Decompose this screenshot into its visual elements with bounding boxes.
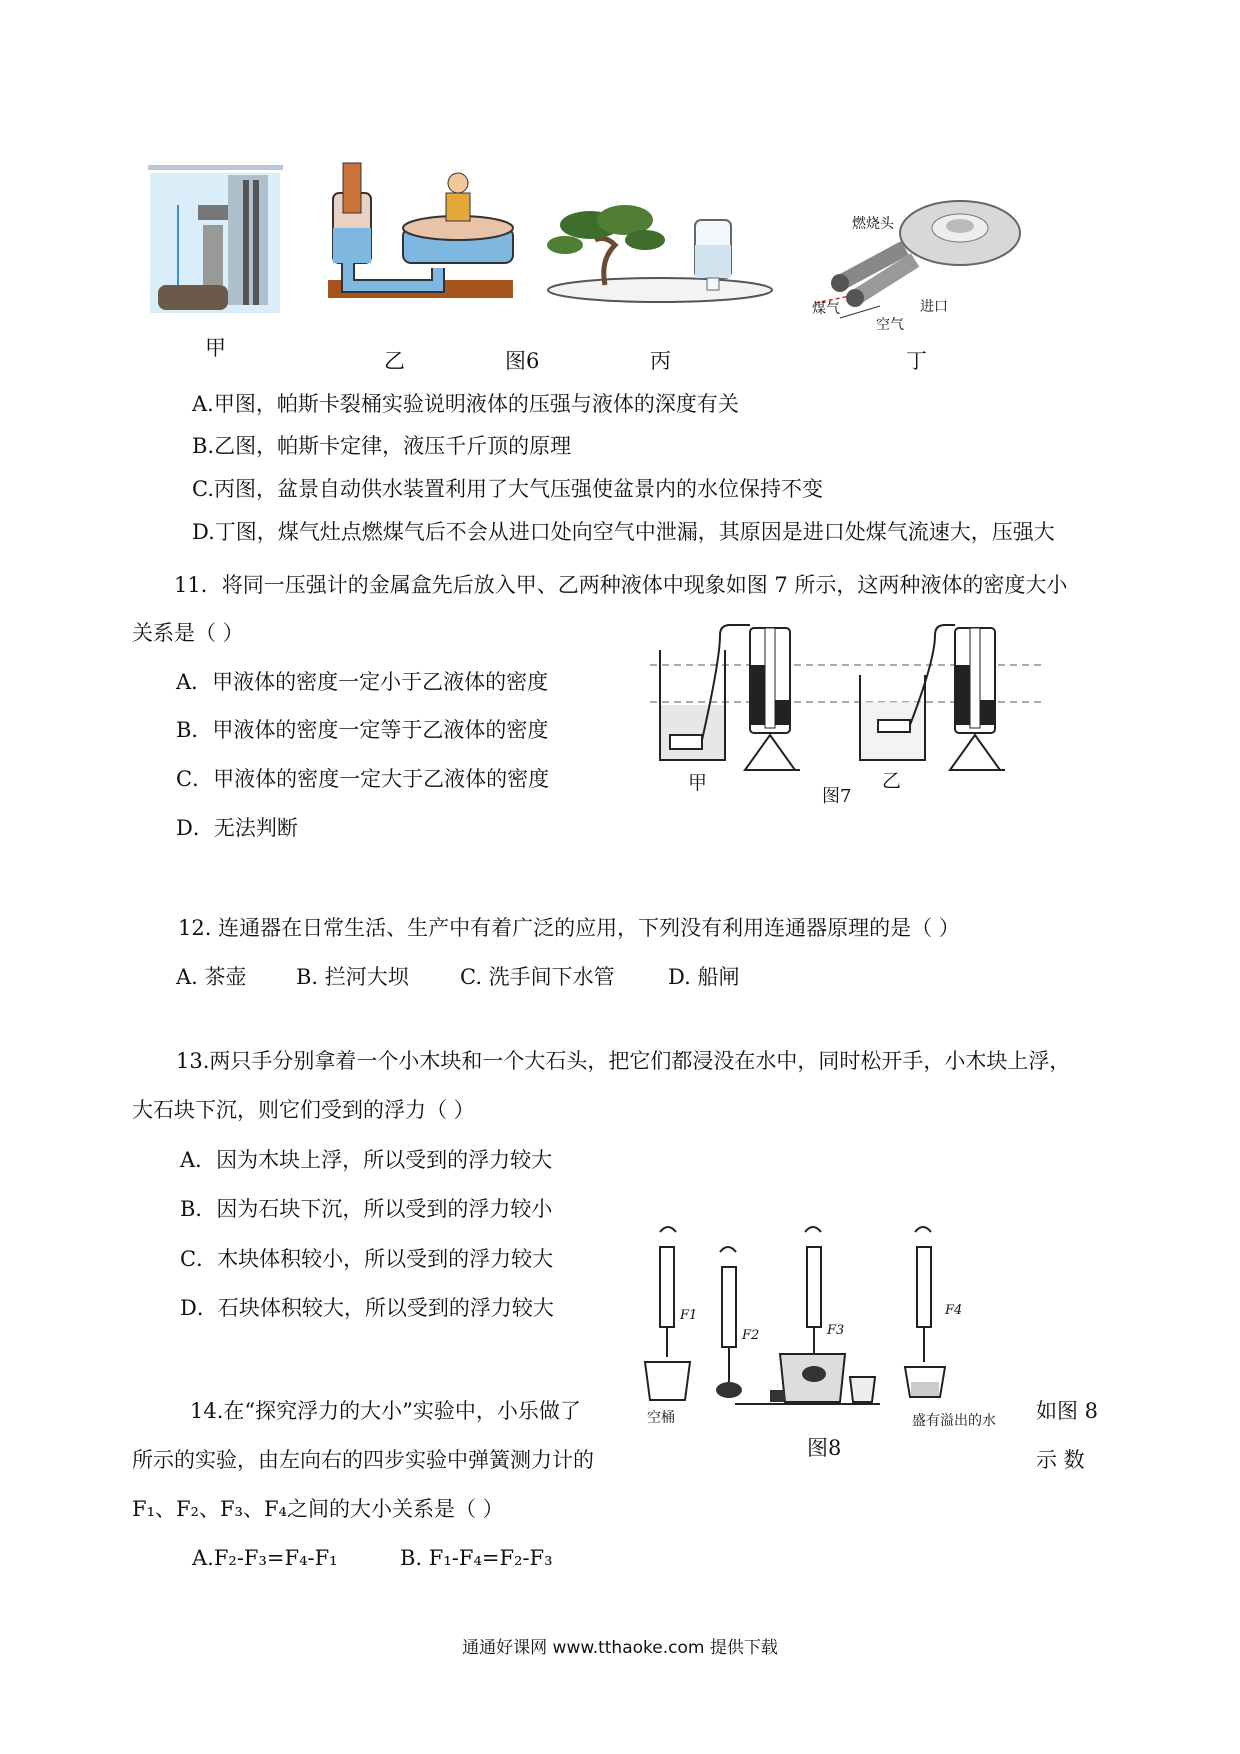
fig6-label-yi: 乙 xyxy=(384,349,405,373)
fig8-label-empty-bucket: 空桶 xyxy=(647,1410,675,1426)
q10-option-c[interactable]: C.丙图，盆景自动供水装置利用了大气压强使盆景内的水位保持不变 xyxy=(192,477,823,501)
fig6-bonsai-image xyxy=(545,200,780,305)
q10-option-a[interactable]: A.甲图，帕斯卡裂桶实验说明液体的压强与液体的深度有关 xyxy=(192,392,739,416)
fig8-force-f3: F3 xyxy=(827,1323,845,1338)
fig6-stove-image xyxy=(810,188,1025,323)
q11-stem-line2: 关系是（ ） xyxy=(132,621,244,645)
q14-option-b[interactable]: B. F₁-F₄=F₂-F₃ xyxy=(400,1546,553,1570)
fig7-manometer-image xyxy=(650,620,1045,785)
q11-option-c[interactable]: C．甲液体的密度一定大于乙液体的密度 xyxy=(176,767,550,791)
fig8-title: 图8 xyxy=(807,1436,842,1460)
fig6-label-ding: 丁 xyxy=(906,349,927,373)
q11-stem-line1: 11．将同一压强计的金属盒先后放入甲、乙两种液体中现象如图 7 所示，这两种液体的密度大小 xyxy=(174,573,1068,597)
fig6-label-bing: 丙 xyxy=(650,349,671,373)
fig6-hydraulic-image xyxy=(328,158,513,298)
fig6-barrel-image xyxy=(148,165,283,320)
fig7-label-yi: 乙 xyxy=(882,770,902,792)
q10-option-d[interactable]: D.丁图，煤气灶点燃煤气后不会从进口处向空气中泄漏，其原因是进口处煤气流速大，压强大 xyxy=(192,520,1055,544)
q10-option-b[interactable]: B.乙图，帕斯卡定律，液压千斤顶的原理 xyxy=(192,434,572,458)
stove-label-burner: 燃烧头 xyxy=(852,216,894,232)
q11-option-a[interactable]: A．甲液体的密度一定小于乙液体的密度 xyxy=(176,670,549,694)
fig6-title: 图6 xyxy=(505,349,540,373)
fig8-force-f2: F2 xyxy=(742,1328,760,1343)
q14-stem-part1-right: 如图 8 xyxy=(1036,1399,1099,1423)
q13-stem-line2: 大石块下沉，则它们受到的浮力（ ） xyxy=(132,1098,475,1122)
fig7-title: 图7 xyxy=(822,786,852,807)
q14-stem-part1: 14.在“探究浮力的大小”实验中，小乐做了 xyxy=(190,1399,581,1423)
q12-stem: 12. 连通器在日常生活、生产中有着广泛的应用，下列没有利用连通器原理的是（ ） xyxy=(178,916,960,940)
q12-option-c[interactable]: C. 洗手间下水管 xyxy=(460,965,615,989)
q11-option-d[interactable]: D．无法判断 xyxy=(176,816,298,840)
q14-stem-part2: 所示的实验，由左向右的四步实验中弹簧测力计的 xyxy=(132,1448,594,1472)
q13-option-a[interactable]: A．因为木块上浮，所以受到的浮力较大 xyxy=(180,1148,553,1172)
fig8-label-overflow-water: 盛有溢出的水 xyxy=(912,1413,996,1429)
q14-stem-part2-right: 示 数 xyxy=(1036,1448,1085,1472)
stove-label-inlet: 进口 xyxy=(920,299,948,315)
q13-option-b[interactable]: B．因为石块下沉，所以受到的浮力较小 xyxy=(180,1197,553,1221)
q14-option-a[interactable]: A.F₂-F₃=F₄-F₁ xyxy=(192,1546,338,1570)
q11-option-b[interactable]: B．甲液体的密度一定等于乙液体的密度 xyxy=(176,718,549,742)
q14-stem-part3: F₁、F₂、F₃、F₄之间的大小关系是（ ） xyxy=(132,1497,504,1521)
fig8-force-f1: F1 xyxy=(680,1308,698,1323)
q13-stem-line1: 13.两只手分别拿着一个小木块和一个大石头，把它们都浸没在水中，同时松开手，小木块上浮， xyxy=(176,1049,1071,1073)
q13-option-c[interactable]: C．木块体积较小，所以受到的浮力较大 xyxy=(180,1247,554,1271)
q12-option-d[interactable]: D. 船闸 xyxy=(668,965,740,989)
fig7-label-jia: 甲 xyxy=(688,772,708,794)
stove-label-gas: 煤气 xyxy=(812,301,840,317)
q13-option-d[interactable]: D．石块体积较大，所以受到的浮力较大 xyxy=(180,1296,554,1320)
fig8-force-f4: F4 xyxy=(945,1303,963,1318)
q12-option-b[interactable]: B. 拦河大坝 xyxy=(296,965,409,989)
fig6-label-jia: 甲 xyxy=(205,336,226,360)
q12-option-a[interactable]: A. 茶壶 xyxy=(176,965,247,989)
page-footer: 通通好课网 www.tthaoke.com 提供下载 xyxy=(462,1638,778,1658)
stove-label-air: 空气 xyxy=(876,317,904,333)
